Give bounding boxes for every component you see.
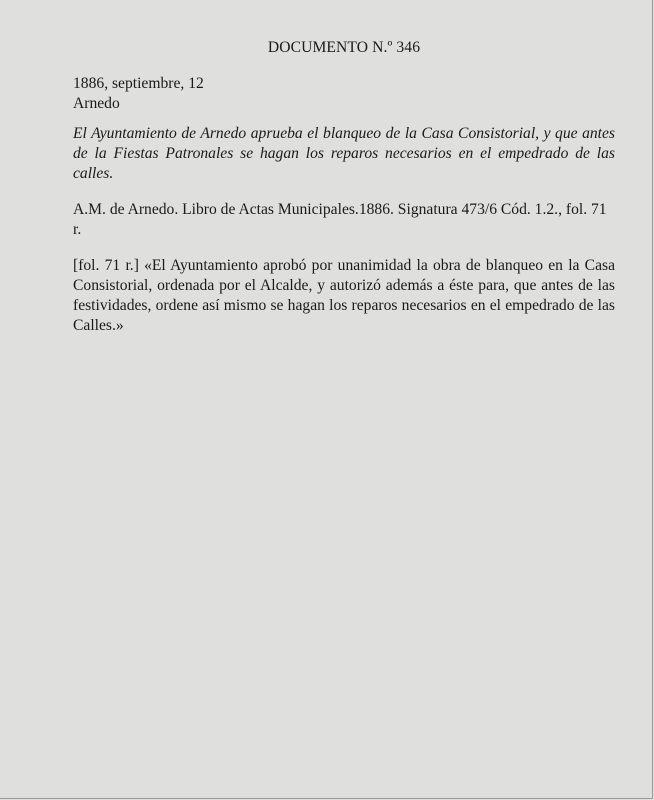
document-title: DOCUMENTO N.º 346 (267, 39, 421, 56)
document-summary: El Ayuntamiento de Arnedo aprueba el blanqueo de la Casa Consistorial, y que antes de la Fiestas Patronales se hagan los reparos necesarios en el empedrado de las calles. (73, 125, 615, 182)
document-body (73, 38, 615, 336)
document-date: 1886, septiembre, 12 (73, 75, 204, 92)
document-transcription: [fol. 71 r.] «El Ayuntamiento aprobó por unanimidad la obra de blanqueo en la Casa Consistorial, ordenada por el Alcalde, y autorizó además a éste para, que antes de las festividades, ordene así mismo se hagan los reparos necesarios en el empedrado de las Calles.» (73, 257, 615, 334)
document-place: Arnedo (73, 95, 120, 112)
document-source: A.M. de Arnedo. Libro de Actas Municipales.1886. Signatura 473/6 Cód. 1.2., fol. 71 r. (73, 201, 607, 238)
